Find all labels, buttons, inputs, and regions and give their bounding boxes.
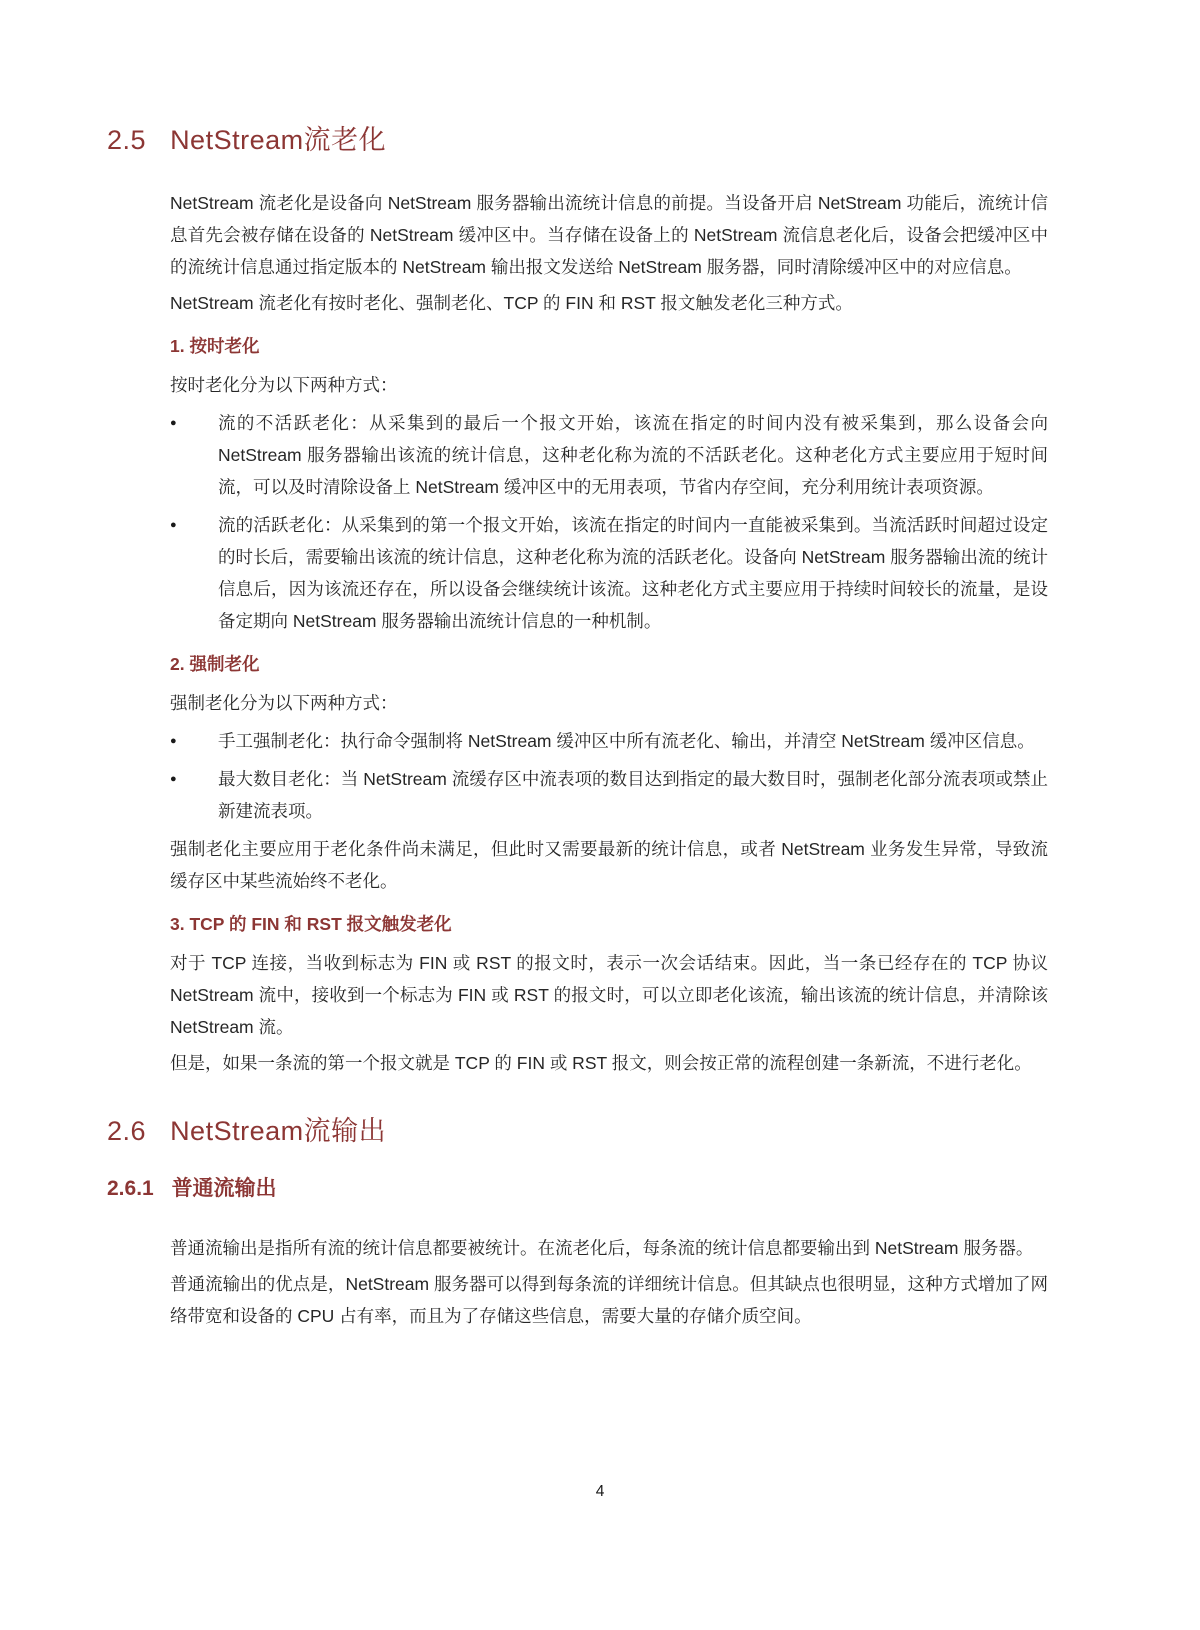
section-2-5-title: NetStream流老化	[170, 125, 387, 155]
list-item-inactive-aging	[170, 407, 1048, 503]
list-item-active-aging	[170, 509, 1048, 637]
section-2-6-1-number: 2.6.1	[107, 1177, 154, 1200]
paragraph-normal-export-1: 普通流输出是指所有流的统计信息都要被统计。在流老化后，每条流的统计信息都要输出到 NetStream 服务器。	[170, 1238, 1034, 1258]
list-item-text: 流的不活跃老化：从采集到的最后一个报文开始，该流在指定的时间内没有被采集到，那么设备会向 NetStream 服务器输出该流的统计信息，这种老化称为流的不活跃老化。这种老化方式主要应用于短时间流，可以及时清除设备上 NetStream 缓冲区中的无用表项，节省内存空间，充分利用统计表项资源。	[218, 413, 1048, 497]
subheading-timed-aging: 1. 按时老化	[170, 336, 260, 356]
paragraph-intro-2: NetStream 流老化有按时老化、强制老化、TCP 的 FIN 和 RST 报文触发老化三种方式。	[170, 293, 853, 313]
list-item-text: 流的活跃老化：从采集到的第一个报文开始，该流在指定的时间内一直能被采集到。当流活跃时间超过设定的时长后，需要输出该流的统计信息，这种老化称为流的活跃老化。设备向 NetStream 服务器输出流的统计信息后，因为该流还存在，所以设备会继续统计该流。这种老化方式主要应用于持续时间较长的流量，是设备定期向 NetStream 服务器输出流统计信息的一种机制。	[218, 515, 1048, 631]
subheading-tcp-fin-rst-aging: 3. TCP 的 FIN 和 RST 报文触发老化	[170, 914, 452, 934]
paragraph-timed-aging-lead: 按时老化分为以下两种方式：	[170, 375, 398, 395]
section-2-6-heading	[107, 1109, 1200, 1148]
list-item-text: 最大数目老化：当 NetStream 流缓存区中流表项的数目达到指定的最大数目时，强制老化部分流表项或禁止新建流表项。	[218, 769, 1048, 821]
section-2-6-title: NetStream流输出	[170, 1116, 387, 1146]
bullet-icon: ●	[170, 773, 177, 785]
list-item-max-entries-aging	[170, 763, 1048, 827]
page-number: 4	[595, 1483, 605, 1500]
paragraph-forced-aging-note: 强制老化主要应用于老化条件尚未满足，但此时又需要最新的统计信息，或者 NetStream 业务发生异常，导致流缓存区中某些流始终不老化。	[170, 839, 1048, 891]
bullet-icon: ●	[170, 417, 177, 429]
bullet-icon: ●	[170, 519, 177, 531]
paragraph-tcp-aging-1: 对于 TCP 连接，当收到标志为 FIN 或 RST 的报文时，表示一次会话结束。因此，当一条已经存在的 TCP 协议 NetStream 流中，接收到一个标志为 FIN 或 RST 的报文时，可以立即老化该流，输出该流的统计信息，并清除该 NetStream 流。	[170, 953, 1048, 1037]
paragraph-forced-aging-lead: 强制老化分为以下两种方式：	[170, 693, 398, 713]
section-2-6-number: 2.6	[107, 1116, 147, 1146]
subheading-forced-aging: 2. 强制老化	[170, 654, 260, 674]
section-2-6-1-title: 普通流输出	[171, 1177, 277, 1200]
bullet-icon: ●	[170, 735, 177, 747]
paragraph-tcp-aging-2: 但是，如果一条流的第一个报文就是 TCP 的 FIN 或 RST 报文，则会按正常的流程创建一条新流，不进行老化。	[170, 1053, 1032, 1073]
paragraph-normal-export-2: 普通流输出的优点是，NetStream 服务器可以得到每条流的详细统计信息。但其缺点也很明显，这种方式增加了网络带宽和设备的 CPU 占有率，而且为了存储这些信息，需要大量的存储介质空间。	[170, 1274, 1048, 1326]
section-2-5-heading	[107, 0, 1200, 157]
section-2-6-1-heading	[107, 1172, 1200, 1202]
list-item-text: 手工强制老化：执行命令强制将 NetStream 缓冲区中所有流老化、输出，并清空 NetStream 缓冲区信息。	[218, 731, 1035, 751]
paragraph-intro-1: NetStream 流老化是设备向 NetStream 服务器输出流统计信息的前提。当设备开启 NetStream 功能后，流统计信息首先会被存储在设备的 NetStream 缓冲区中。当存储在设备上的 NetStream 流信息老化后，设备会把缓冲区中的流统计信息通过指定版本的 NetStream 输出报文发送给 NetStream 服务器，同时清除缓冲区中的对应信息。	[170, 193, 1048, 277]
section-2-5-number: 2.5	[107, 125, 147, 155]
list-item-manual-forced-aging	[170, 725, 1048, 757]
